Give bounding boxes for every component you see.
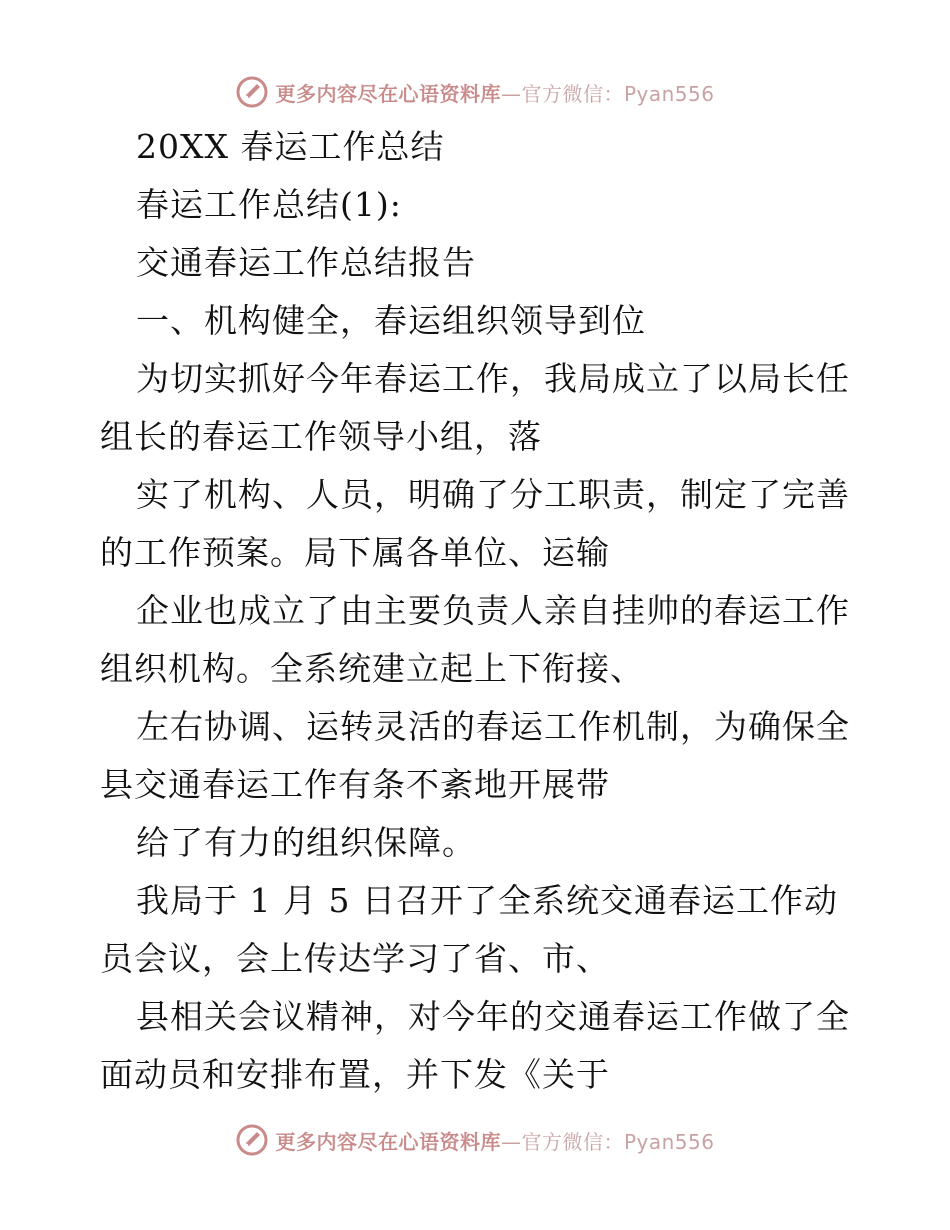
doc-line: 我局于 1 月 5 日召开了全系统交通春运工作动 [136,881,838,920]
doc-line: 交通春运工作总结报告 [136,243,476,282]
doc-line: 为切实抓好今年春运工作，我局成立了以局长任 [136,359,850,398]
watermark-brand: 更多内容尽在心语资料库 [275,1129,501,1154]
doc-line: 的工作预案。局下属各单位、运输 [100,533,610,572]
doc-line: 面动员和安排布置，并下发《关于 [100,1055,610,1094]
doc-line: 组织机构。全系统建立起上下衔接、 [100,649,644,688]
doc-line: 给了有力的组织保障。 [136,823,476,862]
doc-line: 实了机构、人员，明确了分工职责，制定了完善 [136,475,850,514]
doc-line: 县相关会议精神，对今年的交通春运工作做了全 [136,997,850,1036]
doc-line: 企业也成立了由主要负责人亲自挂帅的春运工作 [136,591,850,630]
header-watermark [0,72,950,112]
watermark-text [275,78,714,107]
doc-line: 员会议，会上传达学习了省、市、 [100,939,610,978]
doc-line: 组长的春运工作领导小组，落 [100,417,542,456]
brand-logo-icon [235,75,269,109]
watermark-suffix: —官方微信：Pyan556 [500,81,715,106]
doc-line: 县交通春运工作有条不紊地开展带 [100,765,610,804]
doc-line: 春运工作总结(1): [136,185,402,224]
document-body [100,118,860,1104]
watermark-brand: 更多内容尽在心语资料库 [275,81,501,106]
doc-line: 一、机构健全，春运组织领导到位 [136,301,646,340]
watermark-text [275,1126,714,1155]
doc-line: 左右协调、运转灵活的春运工作机制，为确保全 [136,707,850,746]
footer-watermark [0,1120,950,1160]
brand-logo-icon [235,1123,269,1157]
doc-line: 20XX 春运工作总结 [136,127,445,166]
watermark-suffix: —官方微信：Pyan556 [500,1129,715,1154]
